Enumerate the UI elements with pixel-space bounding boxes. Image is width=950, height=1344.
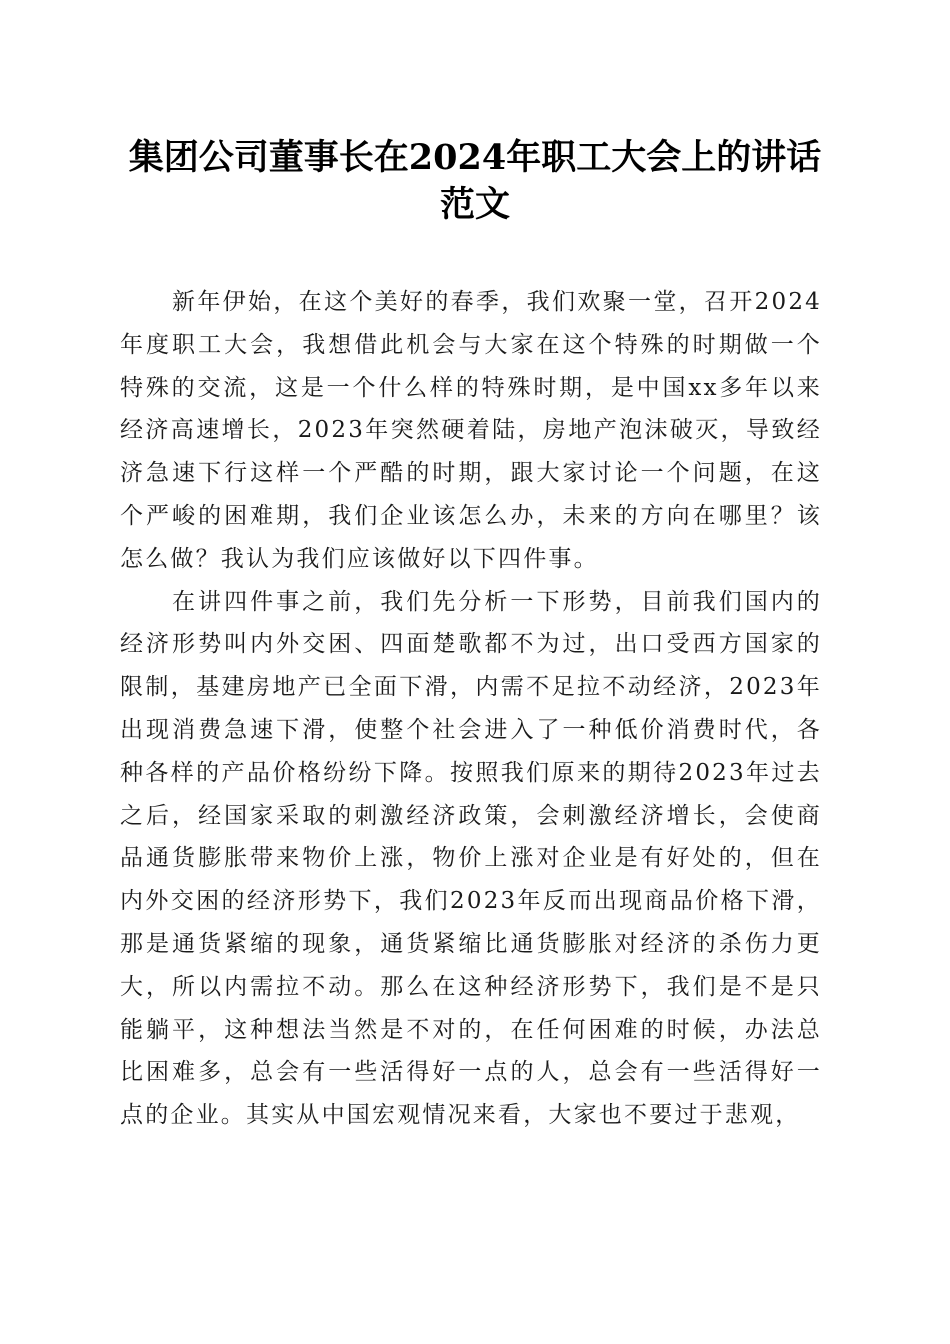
document-title	[120, 134, 830, 228]
paragraph-2: 在讲四件事之前，我们先分析一下形势，目前我们国内的经济形势叫内外交困、四面楚歌都不为过，出口受西方国家的限制，基建房地产已全面下滑，内需不足拉不动经济，2023年出现消费急速下滑，使整个社会进入了一种低价消费时代，各种各样的产品价格纷纷下降。按照我们原来的期待2023年过去之后，经国家采取的刺激经济政策，会刺激经济增长，会使商品通货膨胀带来物价上涨，物价上涨对企业是有好处的，但在内外交困的经济形势下，我们2023年反而出现商品价格下滑，那是通货紧缩的现象，通货紧缩比通货膨胀对经济的杀伤力更大，所以内需拉不动。那么在这种经济形势下，我们是不是只能躺平，这种想法当然是不对的，在任何困难的时候，办法总比困难多，总会有一些活得好一点的人，总会有一些活得好一点的企业。其实从中国宏观情况来看，大家也不要过于悲观，	[120, 588, 822, 1129]
document-title-line-1: 集团公司董事长在2024年职工大会上的讲话	[128, 137, 822, 178]
document-title-line-2: 范文	[439, 184, 510, 225]
paragraph-1: 新年伊始，在这个美好的春季，我们欢聚一堂，召开2024年度职工大会，我想借此机会与大家在这个特殊的时期做一个特殊的交流，这是一个什么样的特殊时期，是中国xx多年以来经济高速增长，2023年突然硬着陆，房地产泡沫破灭，导致经济急速下行这样一个严酷的时期，跟大家讨论一个问题，在这个严峻的困难期，我们企业该怎么办，未来的方向在哪里？该怎么做？我认为我们应该做好以下四件事。	[120, 289, 822, 572]
document-body	[120, 281, 822, 1137]
